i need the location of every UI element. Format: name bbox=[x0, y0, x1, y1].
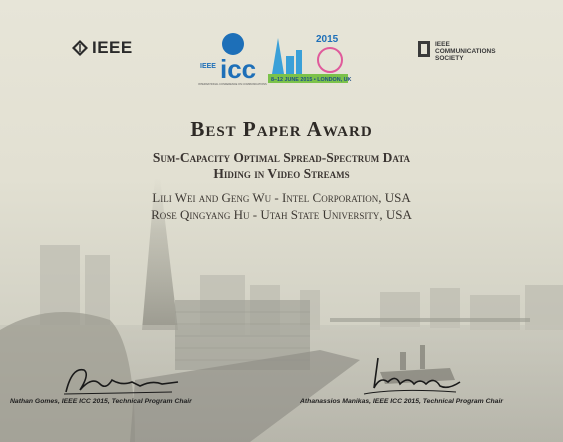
comsoc-mark-icon bbox=[418, 41, 430, 57]
authors-line-2: Rose Qingyang Hu - Utah State University, USA bbox=[151, 207, 412, 222]
authors-line-1: Lili Wei and Geng Wu - Intel Corporation, USA bbox=[152, 190, 411, 205]
authors bbox=[40, 189, 523, 223]
comsoc-line-3: SOCIETY bbox=[435, 55, 464, 62]
paper-title-line-1: Sum-Capacity Optimal Spread-Spectrum Data bbox=[152, 150, 411, 165]
left-signature-caption: Nathan Gomes, IEEE ICC 2015, Technical Program Chair bbox=[10, 398, 192, 405]
icc-year-text: 2015 bbox=[316, 34, 339, 45]
icc-org-text: IEEE bbox=[200, 63, 216, 70]
ieee-diamond-icon bbox=[72, 40, 88, 56]
ieee-logo-text: IEEE bbox=[92, 38, 133, 57]
icc-dates-text: 8–12 JUNE 2015 • LONDON, UK bbox=[271, 77, 352, 83]
right-signature-caption: Athanassios Manikas, IEEE ICC 2015, Technical Program Chair bbox=[300, 398, 503, 405]
right-signature bbox=[356, 354, 466, 398]
paper-title bbox=[60, 150, 503, 181]
icc-2015-logo bbox=[198, 30, 353, 86]
comsoc-logo bbox=[418, 41, 525, 62]
icc-subtitle-text: INTERNATIONAL CONFERENCE ON COMMUNICATIONS bbox=[198, 83, 267, 86]
icc-mark-text: icc bbox=[220, 54, 257, 84]
ieee-logo bbox=[72, 38, 133, 58]
left-signature bbox=[62, 362, 182, 396]
comsoc-line-2: COMMUNICATIONS bbox=[435, 48, 496, 55]
award-title bbox=[0, 117, 563, 142]
comsoc-line-1: IEEE bbox=[435, 41, 450, 48]
award-title-text: Best Paper Award bbox=[190, 117, 373, 141]
paper-title-line-2: Hiding in Video Streams bbox=[213, 165, 350, 181]
